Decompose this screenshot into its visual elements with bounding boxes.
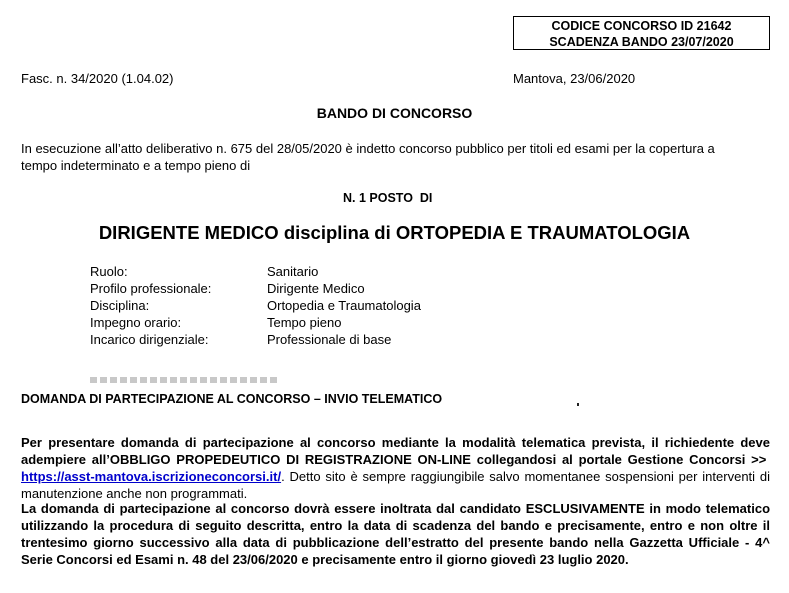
detail-label: Disciplina: — [90, 298, 150, 313]
faded-text-artifact — [90, 377, 280, 383]
stray-mark — [577, 403, 579, 406]
detail-value: Tempo pieno — [267, 315, 342, 330]
detail-row-discipline — [90, 297, 421, 314]
position-details — [90, 263, 421, 348]
contest-code-box — [513, 16, 770, 50]
detail-value: Sanitario — [267, 264, 319, 279]
detail-label: Profilo professionale: — [90, 281, 212, 296]
detail-value: Dirigente Medico — [267, 281, 365, 296]
submission-text-1: La domanda di partecipazione al concorso dovrà essere inoltrata dal candidato — [21, 501, 526, 516]
detail-label: Incarico dirigenziale: — [90, 332, 209, 347]
detail-row-profile — [90, 280, 421, 297]
detail-row-hours — [90, 314, 421, 331]
section-title: DOMANDA DI PARTECIPAZIONE AL CONCORSO – INVIO TELEMATICO — [21, 392, 443, 406]
submission-text-3: utilizzando la procedura di seguito descritta, entro la data di scadenza del bando e precisamente, entro e non oltre il trentesimo giorno successivo alla data di pubblicazione dell’estratto del presente bando nella Gazzetta Ufficiale - 4^ Serie Concorsi ed Esami n. 48 del 23/06/2020 e precisamente entro il giorno giovedì 23 luglio 2020. — [21, 518, 770, 567]
registration-text: Per presentare domanda di partecipazione al concorso mediante la modalità telematica prevista, il richiedente deve adempiere all’OBBLIGO PROPEDEUTICO DI REGISTRAZIONE ON-LINE collegandosi al portale Gestione Concorsi >> — [21, 435, 770, 467]
detail-row-role — [90, 263, 421, 280]
detail-label: Ruolo: — [90, 264, 128, 279]
detail-row-assignment — [90, 331, 421, 348]
registration-note: . Detto sito è sempre raggiungibile salvo momentanee sospensioni per interventi di manutenzione anche non programmati. — [21, 469, 770, 501]
submission-exclusively: ESCLUSIVAMENTE — [525, 501, 645, 516]
application-deadline: SCADENZA BANDO 23/07/2020 — [549, 35, 734, 49]
registration-portal-link[interactable]: https://asst-mantova.iscrizioneconcorsi.it/ — [21, 469, 282, 484]
paragraph-submission — [21, 500, 770, 568]
paragraph-registration — [21, 434, 770, 502]
post-count: N. 1 POSTO DI — [343, 191, 433, 205]
detail-label: Impegno orario: — [90, 315, 182, 330]
detail-value: Ortopedia e Traumatologia — [267, 298, 421, 313]
file-reference: Fasc. n. 34/2020 (1.04.02) — [21, 71, 174, 86]
place-date: Mantova, 23/06/2020 — [513, 71, 636, 86]
notice-title: BANDO DI CONCORSO — [316, 105, 473, 121]
intro-line-1: In esecuzione all’atto deliberativo n. 675 del 28/05/2020 è indetto concorso pubblico per titoli ed esami per la copertura a — [21, 141, 715, 156]
position-title: DIRIGENTE MEDICO disciplina di ORTOPEDIA E TRAUMATOLOGIA — [98, 222, 691, 243]
contest-code: CODICE CONCORSO ID 21642 — [551, 19, 732, 33]
submission-text-2: in modo telematico — [644, 501, 771, 516]
intro-line-2: tempo indeterminato e a tempo pieno di — [21, 158, 251, 173]
detail-value: Professionale di base — [267, 332, 392, 347]
